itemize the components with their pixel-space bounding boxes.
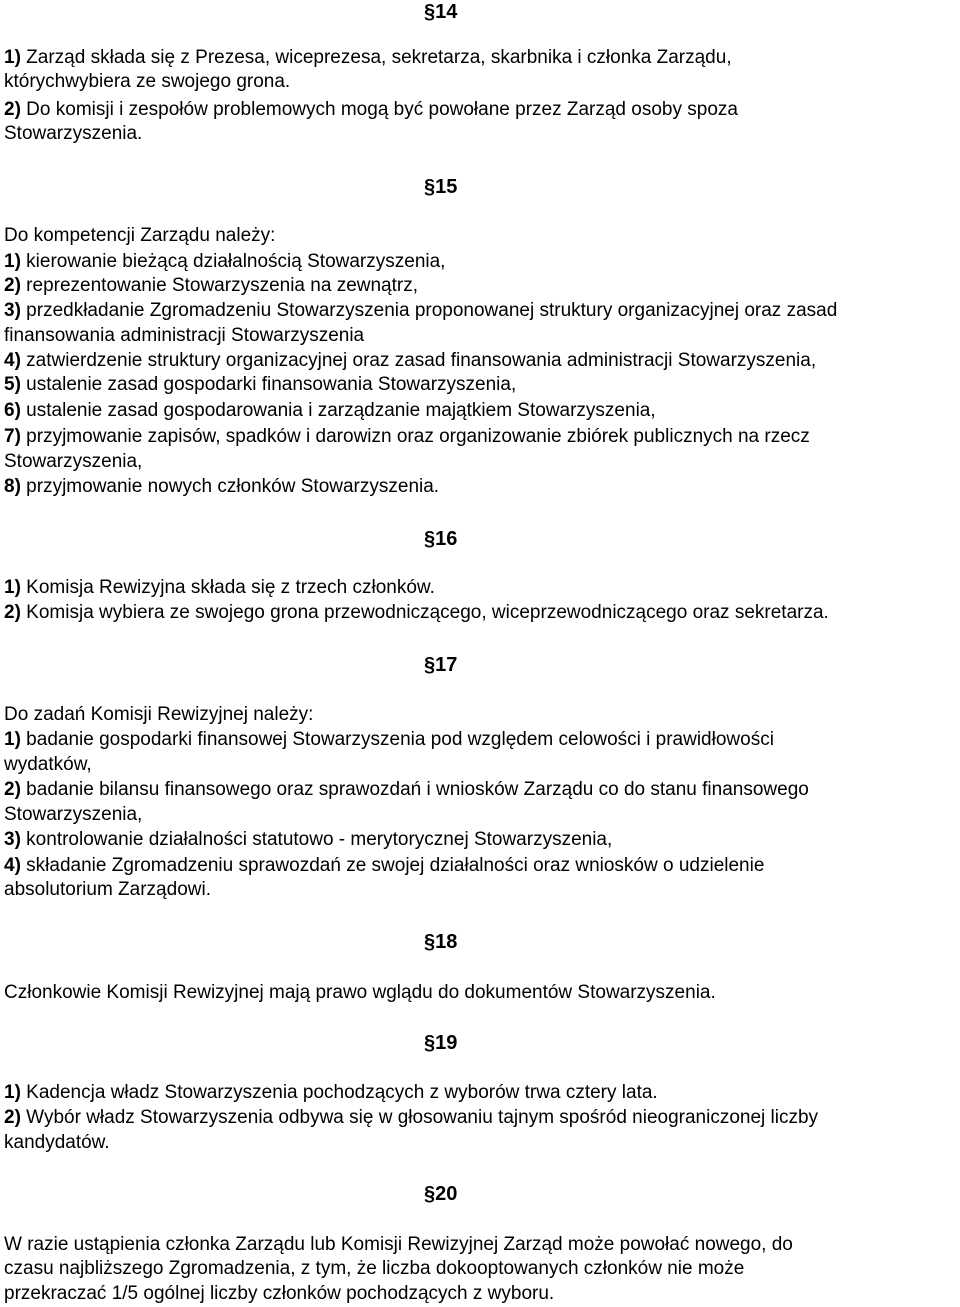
section-18-line-1: Członkowie Komisji Rewizyjnej mają prawo wglądu do dokumentów Stowarzyszenia.	[4, 982, 716, 1003]
section-heading-19: §19	[424, 1032, 458, 1054]
section-19-line-2: 2) Wybór władz Stowarzyszenia odbywa się w głosowaniu tajnym spośród nieograniczonej liczby	[4, 1107, 819, 1128]
section-15-line-8: 8) przyjmowanie nowych członków Stowarzyszenia.	[4, 476, 440, 497]
section-15-line-3b: finansowania administracji Stowarzyszenia	[4, 325, 365, 346]
section-17-line-4b: absolutorium Zarządowi.	[4, 879, 211, 900]
section-15-line-6: 6) ustalenie zasad gospodarowania i zarządzanie majątkiem Stowarzyszenia,	[4, 400, 656, 421]
section-17-line-1: 1) badanie gospodarki finansowej Stowarzyszenia pod względem celowości i prawidłowości	[4, 729, 774, 750]
section-heading-16: §16	[424, 528, 458, 550]
section-15-line-7b: Stowarzyszenia,	[4, 451, 143, 472]
section-heading-17: §17	[424, 654, 458, 676]
section-16-line-1: 1) Komisja Rewizyjna składa się z trzech członków.	[4, 577, 435, 598]
section-20-line-1: W razie ustąpienia członka Zarządu lub Komisji Rewizyjnej Zarząd może powołać nowego, do	[4, 1234, 793, 1255]
section-19-line-1: 1) Kadencja władz Stowarzyszenia pochodzących z wyborów trwa cztery lata.	[4, 1082, 658, 1103]
section-17-line-3: 3) kontrolowanie działalności statutowo - merytorycznej Stowarzyszenia,	[4, 829, 613, 850]
section-20-line-2: czasu najbliższego Zgromadzenia, z tym, że liczba dokooptowanych członków nie może	[4, 1258, 745, 1279]
section-15-line-2: 2) reprezentowanie Stowarzyszenia na zewnątrz,	[4, 275, 418, 296]
section-15-line-4: 4) zatwierdzenie struktury organizacyjnej oraz zasad finansowania administracji Stowarzyszenia,	[4, 350, 817, 371]
section-17-line-2: 2) badanie bilansu finansowego oraz sprawozdań i wniosków Zarządu co do stanu finansowego	[4, 779, 809, 800]
section-17-line-4: 4) składanie Zgromadzeniu sprawozdań ze swojej działalności oraz wniosków o udzielenie	[4, 855, 765, 876]
section-heading-18: §18	[424, 931, 458, 953]
section-14-line-1: 1) Zarząd składa się z Prezesa, wiceprezesa, sekretarza, skarbnika i członka Zarządu,	[4, 47, 732, 68]
section-15-line-1: 1) kierowanie bieżącą działalnością Stowarzyszenia,	[4, 251, 446, 272]
section-20-line-3: przekraczać 1/5 ogólnej liczby członków pochodzących z wyboru.	[4, 1283, 555, 1304]
section-17-line-2b: Stowarzyszenia,	[4, 804, 143, 825]
section-17-line-intro: Do zadań Komisji Rewizyjnej należy:	[4, 704, 314, 725]
section-14-line-4: Stowarzyszenia.	[4, 123, 143, 144]
section-15-line-intro: Do kompetencji Zarządu należy:	[4, 225, 276, 246]
section-14-line-2: którychwybiera ze swojego grona.	[4, 71, 291, 92]
section-19-line-2b: kandydatów.	[4, 1132, 110, 1153]
section-heading-15: §15	[424, 176, 458, 198]
section-17-line-1b: wydatków,	[4, 754, 92, 775]
section-14-line-3: 2) Do komisji i zespołów problemowych mogą być powołane przez Zarząd osoby spoza	[4, 99, 738, 120]
section-15-line-3: 3) przedkładanie Zgromadzeniu Stowarzyszenia proponowanej struktury organizacyjnej oraz zasad	[4, 300, 838, 321]
section-heading-20: §20	[424, 1183, 458, 1205]
section-heading-14: §14	[424, 1, 458, 23]
section-16-line-2: 2) Komisja wybiera ze swojego grona przewodniczącego, wiceprzewodniczącego oraz sekretarza.	[4, 602, 829, 623]
section-15-line-7: 7) przyjmowanie zapisów, spadków i darowizn oraz organizowanie zbiórek publicznych na rzecz	[4, 426, 810, 447]
section-15-line-5: 5) ustalenie zasad gospodarki finansowania Stowarzyszenia,	[4, 374, 517, 395]
